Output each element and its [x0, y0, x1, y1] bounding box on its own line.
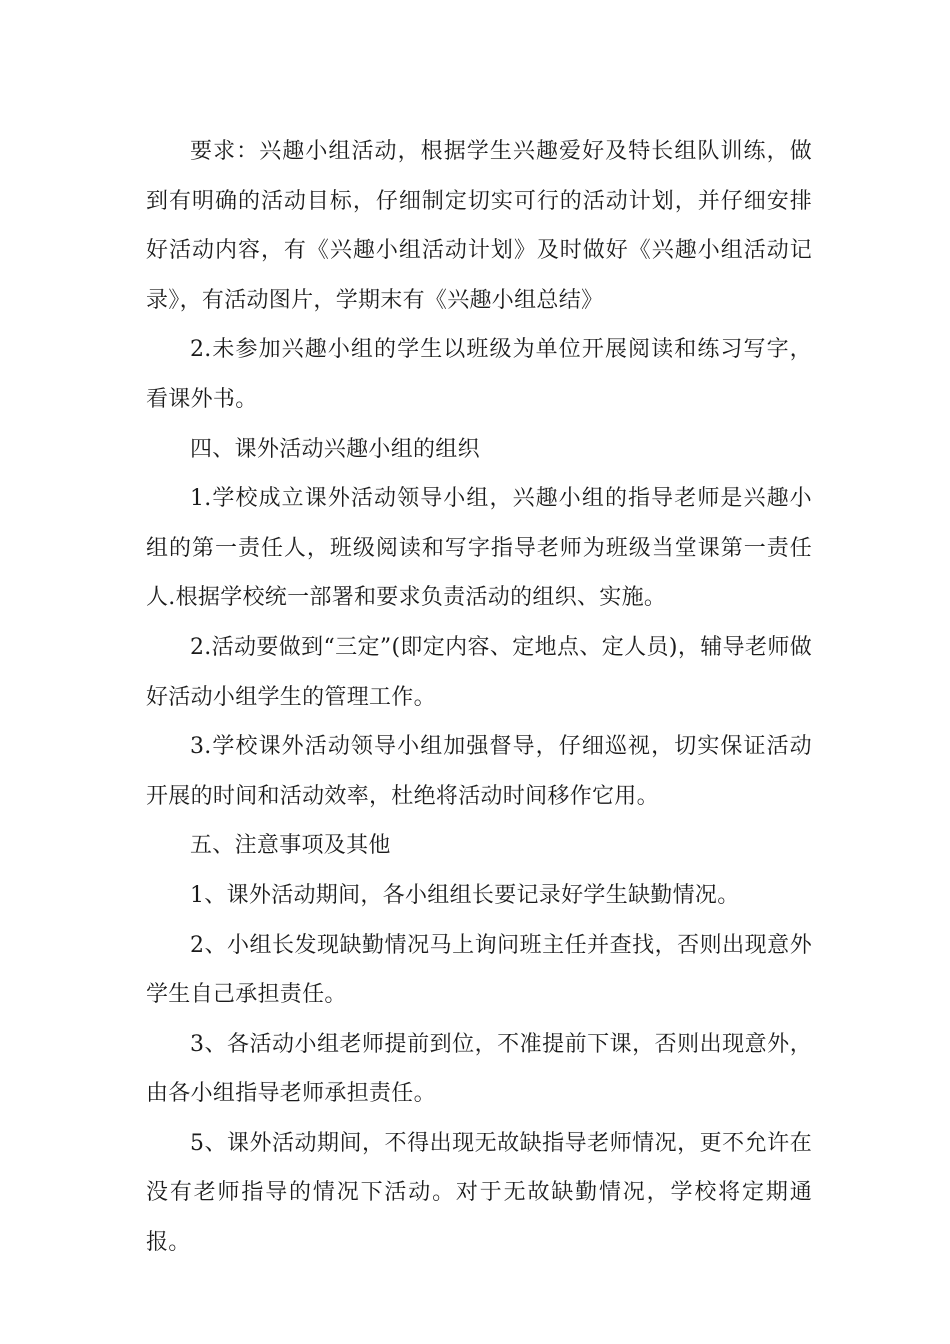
- paragraph-requirements: 要求：兴趣小组活动，根据学生兴趣爱好及特长组队训练，做到有明确的活动目标，仔细制定切实可行的活动计划，并仔细安排好活动内容，有《兴趣小组活动计划》及时做好《兴趣小组活动记录》，有活动图片，学期末有《兴趣小组总结》: [146, 139, 812, 313]
- document-body: [146, 127, 812, 1268]
- section-heading-organization: 四、课外活动兴趣小组的组织: [190, 436, 480, 462]
- section-heading-notes: 五、注意事项及其他: [190, 833, 391, 859]
- paragraph-note-item-2: 2、小组长发现缺勤情况马上询问班主任并查找，否则出现意外学生自己承担责任。: [146, 932, 812, 1008]
- paragraph-note-item-3: 3、各活动小组老师提前到位，不准提前下课，否则出现意外，由各小组指导老师承担责任。: [146, 1031, 812, 1107]
- paragraph-org-item-2: 2.活动要做到“三定”(即定内容、定地点、定人员)，辅导老师做好活动小组学生的管理工作。: [146, 634, 812, 710]
- paragraph-org-item-3: 3.学校课外活动领导小组加强督导，仔细巡视，切实保证活动开展的时间和活动效率，杜绝将活动时间移作它用。: [146, 734, 812, 809]
- paragraph-note-item-1: 1、课外活动期间，各小组组长要记录好学生缺勤情况。: [190, 882, 740, 908]
- paragraph-org-item-1: 1.学校成立课外活动领导小组，兴趣小组的指导老师是兴趣小组的第一责任人，班级阅读和写字指导老师为班级当堂课第一责任人.根据学校统一部署和要求负责活动的组织、实施。: [146, 486, 812, 611]
- paragraph-item-2-reading: 2.未参加兴趣小组的学生以班级为单位开展阅读和练习写字，看课外书。: [146, 337, 812, 412]
- paragraph-note-item-5: 5、课外活动期间，不得出现无故缺指导老师情况，更不允许在没有老师指导的情况下活动。对于无故缺勤情况，学校将定期通报。: [146, 1130, 812, 1256]
